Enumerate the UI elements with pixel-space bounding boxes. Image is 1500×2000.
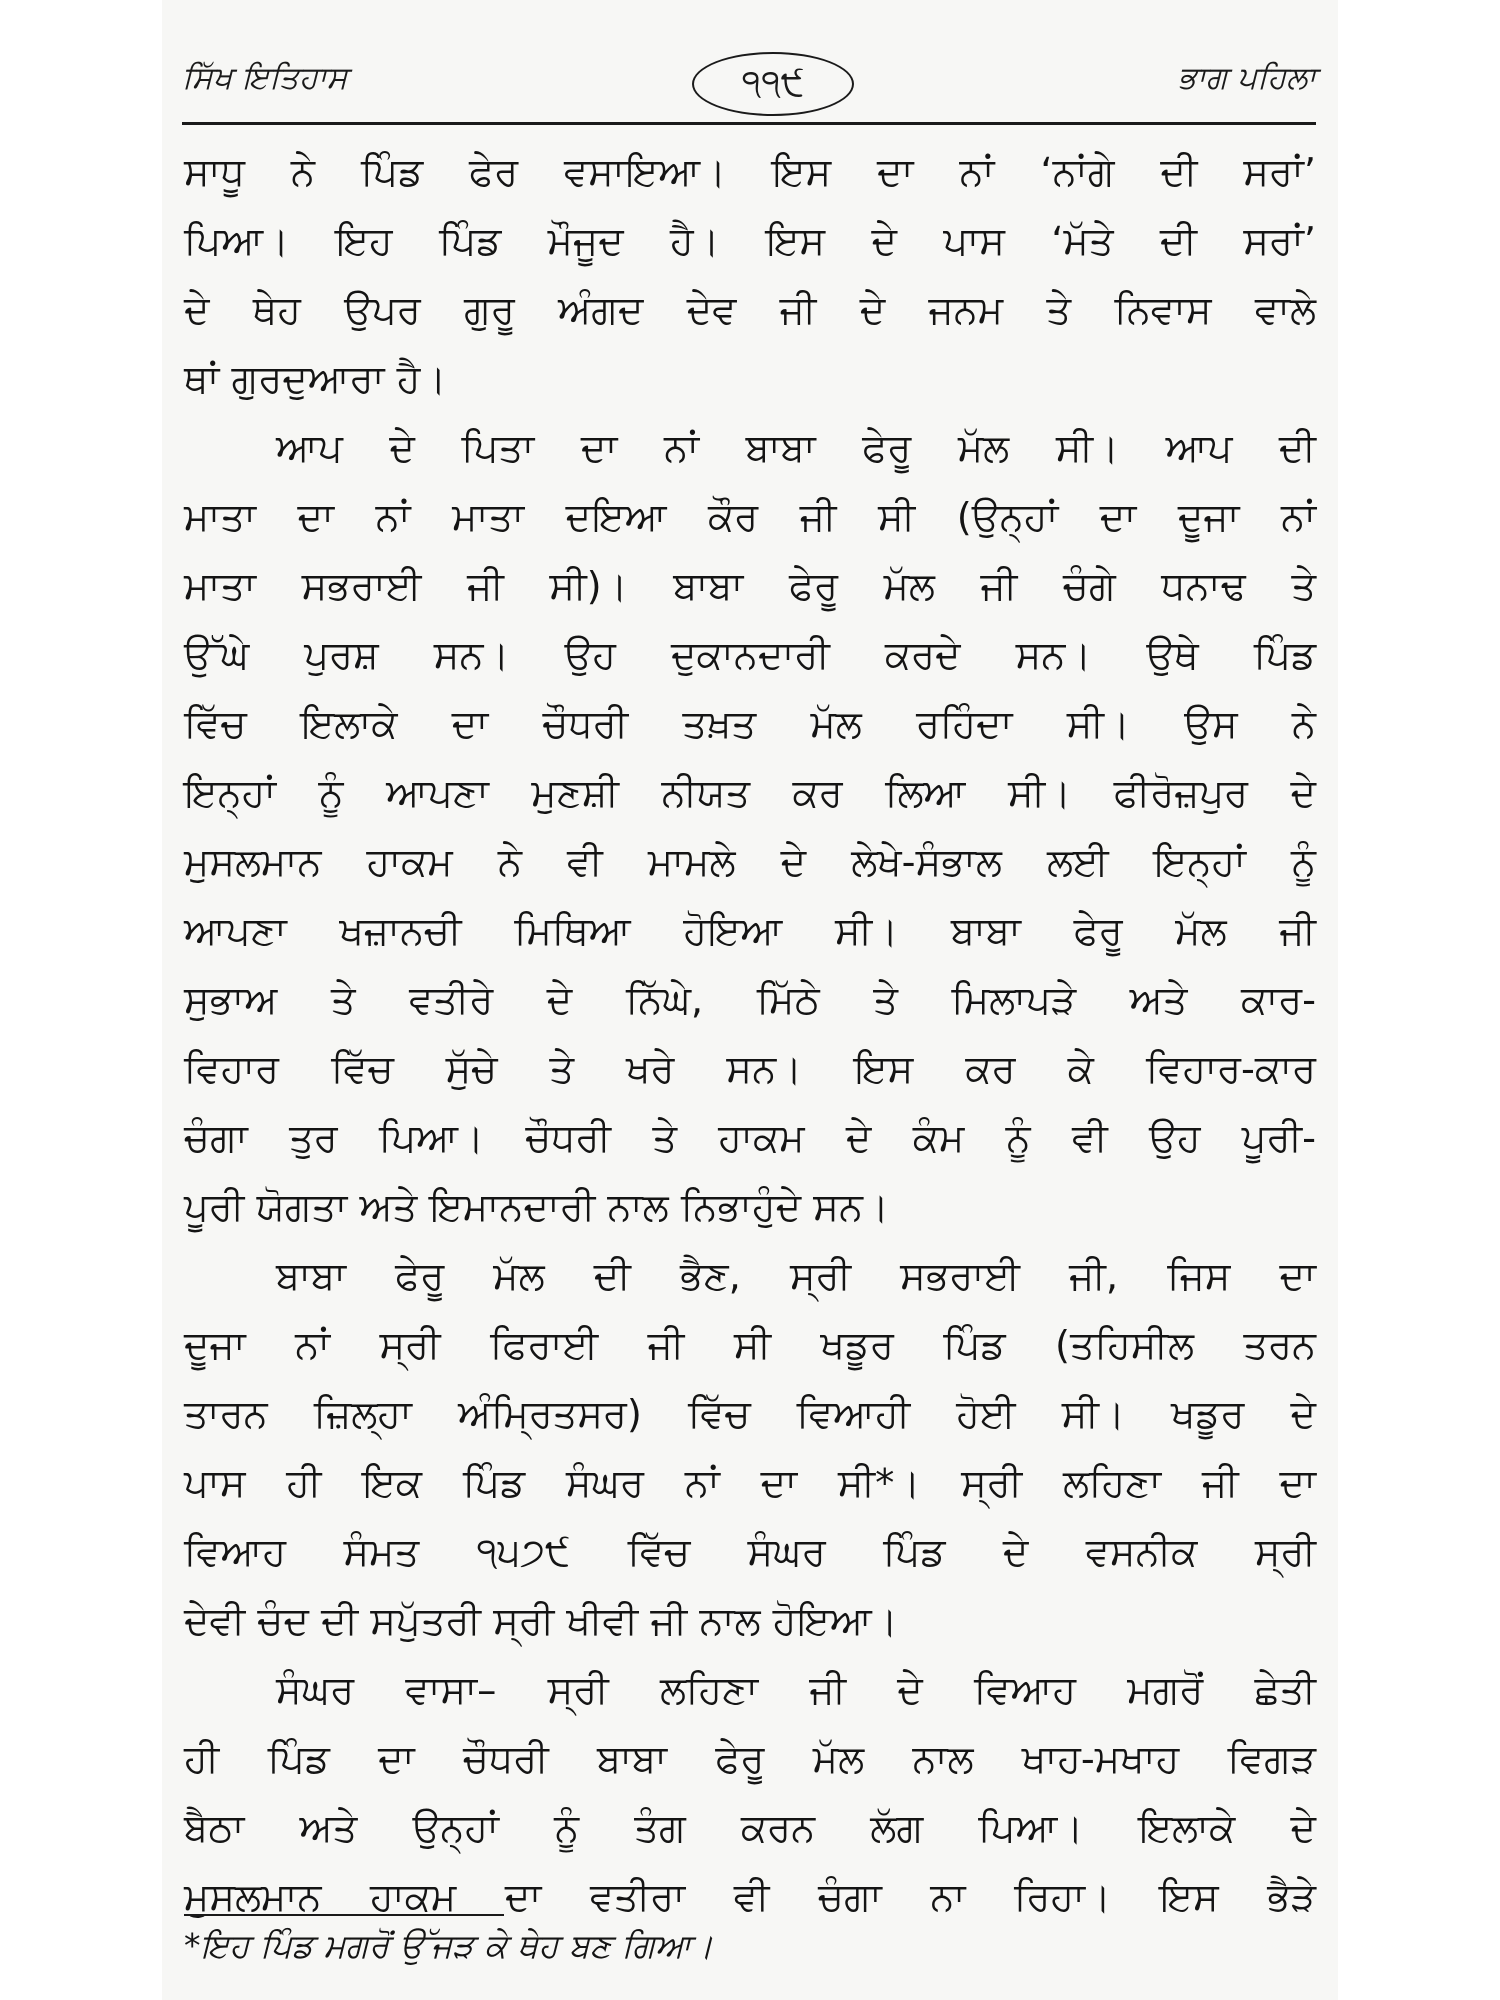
page-number: ੧੧੯ — [692, 52, 854, 116]
body-text — [184, 138, 1316, 1932]
text-line: ਸਾਧੂ ਨੇ ਪਿੰਡ ਫੇਰ ਵਸਾਇਆ। ਇਸ ਦਾ ਨਾਂ ‘ਨਾਂਗੇ ਦੀ ਸਰਾਂ’ — [184, 150, 1316, 195]
paragraph-start-line: ਸੰਘਰ ਵਾਸਾ– ਸ੍ਰੀ ਲਹਿਣਾ ਜੀ ਦੇ ਵਿਆਹ ਮਗਰੋਂ ਛੇਤੀ — [276, 1668, 1316, 1713]
paragraph-start-line: ਆਪ ਦੇ ਪਿਤਾ ਦਾ ਨਾਂ ਬਾਬਾ ਫੇਰੂ ਮੱਲ ਸੀ। ਆਪ ਦੀ — [276, 426, 1316, 471]
text-line: ਪੂਰੀ ਯੋਗਤਾ ਅਤੇ ਇਮਾਨਦਾਰੀ ਨਾਲ ਨਿਭਾਹੁੰਦੇ ਸਨ। — [184, 1185, 889, 1230]
text-line: ਮਾਤਾ ਸਭਰਾਈ ਜੀ ਸੀ)। ਬਾਬਾ ਫੇਰੂ ਮੱਲ ਜੀ ਚੰਗੇ ਧਨਾਢ ਤੇ — [184, 564, 1316, 609]
text-line: ਮੁਸਲਮਾਨ ਹਾਕਮ ਨੇ ਵੀ ਮਾਮਲੇ ਦੇ ਲੇਖੇ-ਸੰਭਾਲ ਲਈ ਇਨ੍ਹਾਂ ਨੂੰ — [184, 840, 1316, 885]
text-line: ਮੁਸਲਮਾਨ ਹਾਕਮ ਦਾ ਵਤੀਰਾ ਵੀ ਚੰਗਾ ਨਾ ਰਿਹਾ। ਇਸ ਭੈੜੇ — [184, 1875, 1316, 1920]
text-line: ਥਾਂ ਗੁਰਦੁਆਰਾ ਹੈ। — [184, 357, 447, 402]
text-line: ਸੁਭਾਅ ਤੇ ਵਤੀਰੇ ਦੇ ਨਿੱਘੇ, ਮਿੱਠੇ ਤੇ ਮਿਲਾਪੜੇ ਅਤੇ ਕਾਰ- — [184, 978, 1316, 1023]
footnote: *ਇਹ ਪਿੰਡ ਮਗਰੋਂ ਉੱਜੜ ਕੇ ਥੇਹ ਬਣ ਗਿਆ। — [184, 1926, 714, 1965]
running-title-left: ਸਿੱਖ ਇਤਿਹਾਸ — [182, 60, 348, 96]
book-page — [162, 0, 1338, 2000]
text-line: ਵਿਆਹ ਸੰਮਤ ੧੫੭੯ ਵਿੱਚ ਸੰਘਰ ਪਿੰਡ ਦੇ ਵਸਨੀਕ ਸ੍ਰੀ — [184, 1530, 1316, 1575]
text-line: ਦੇ ਥੇਹ ਉਪਰ ਗੁਰੂ ਅੰਗਦ ਦੇਵ ਜੀ ਦੇ ਜਨਮ ਤੇ ਨਿਵਾਸ ਵਾਲੇ — [184, 288, 1316, 333]
text-line: ਪਾਸ ਹੀ ਇਕ ਪਿੰਡ ਸੰਘਰ ਨਾਂ ਦਾ ਸੀ*। ਸ੍ਰੀ ਲਹਿਣਾ ਜੀ ਦਾ — [184, 1461, 1316, 1506]
running-title-right: ਭਾਗ ਪਹਿਲਾ — [1177, 60, 1316, 96]
text-line: ਤਾਰਨ ਜ਼ਿਲ੍ਹਾ ਅੰਮ੍ਰਿਤਸਰ) ਵਿੱਚ ਵਿਆਹੀ ਹੋਈ ਸੀ। ਖਡੂਰ ਦੇ — [184, 1392, 1316, 1437]
footnote-divider — [184, 1914, 504, 1916]
text-line: ਆਪਣਾ ਖਜ਼ਾਨਚੀ ਮਿਥਿਆ ਹੋਇਆ ਸੀ। ਬਾਬਾ ਫੇਰੂ ਮੱਲ ਜੀ — [184, 909, 1316, 954]
text-line: ਵਿੱਚ ਇਲਾਕੇ ਦਾ ਚੌਧਰੀ ਤਖ਼ਤ ਮੱਲ ਰਹਿੰਦਾ ਸੀ। ਉਸ ਨੇ — [184, 702, 1316, 747]
text-line: ਦੇਵੀ ਚੰਦ ਦੀ ਸਪੁੱਤਰੀ ਸ੍ਰੀ ਖੀਵੀ ਜੀ ਨਾਲ ਹੋਇਆ। — [184, 1599, 898, 1644]
text-line: ਹੀ ਪਿੰਡ ਦਾ ਚੌਧਰੀ ਬਾਬਾ ਫੇਰੂ ਮੱਲ ਨਾਲ ਖਾਹ-ਮਖਾਹ ਵਿਗੜ — [184, 1737, 1316, 1782]
text-line: ਚੰਗਾ ਤੁਰ ਪਿਆ। ਚੌਧਰੀ ਤੇ ਹਾਕਮ ਦੇ ਕੰਮ ਨੂੰ ਵੀ ਉਹ ਪੂਰੀ- — [184, 1116, 1316, 1161]
paragraph-start-line: ਬਾਬਾ ਫੇਰੂ ਮੱਲ ਦੀ ਭੈਣ, ਸ੍ਰੀ ਸਭਰਾਈ ਜੀ, ਜਿਸ ਦਾ — [276, 1254, 1316, 1299]
text-line: ਇਨ੍ਹਾਂ ਨੂੰ ਆਪਣਾ ਮੁਣਸ਼ੀ ਨੀਯਤ ਕਰ ਲਿਆ ਸੀ। ਫੀਰੋਜ਼ਪੁਰ ਦੇ — [184, 771, 1316, 816]
text-line: ਵਿਹਾਰ ਵਿੱਚ ਸੁੱਚੇ ਤੇ ਖਰੇ ਸਨ। ਇਸ ਕਰ ਕੇ ਵਿਹਾਰ-ਕਾਰ — [184, 1047, 1316, 1092]
text-line: ਪਿਆ। ਇਹ ਪਿੰਡ ਮੌਜੂਦ ਹੈ। ਇਸ ਦੇ ਪਾਸ ‘ਮੱਤੇ ਦੀ ਸਰਾਂ’ — [184, 219, 1316, 264]
text-line: ਮਾਤਾ ਦਾ ਨਾਂ ਮਾਤਾ ਦਇਆ ਕੌਰ ਜੀ ਸੀ (ਉਨ੍ਹਾਂ ਦਾ ਦੂਜਾ ਨਾਂ — [184, 495, 1316, 540]
header-divider — [182, 122, 1316, 125]
page-header — [182, 52, 1316, 122]
text-line: ਬੈਠਾ ਅਤੇ ਉਨ੍ਹਾਂ ਨੂੰ ਤੰਗ ਕਰਨ ਲੱਗ ਪਿਆ। ਇਲਾਕੇ ਦੇ — [184, 1806, 1316, 1851]
text-line: ਦੂਜਾ ਨਾਂ ਸ੍ਰੀ ਫਿਰਾਈ ਜੀ ਸੀ ਖਡੂਰ ਪਿੰਡ (ਤਹਿਸੀਲ ਤਰਨ — [184, 1323, 1316, 1368]
text-line: ਉੱਘੇ ਪੁਰਸ਼ ਸਨ। ਉਹ ਦੁਕਾਨਦਾਰੀ ਕਰਦੇ ਸਨ। ਉਥੇ ਪਿੰਡ — [184, 633, 1316, 678]
